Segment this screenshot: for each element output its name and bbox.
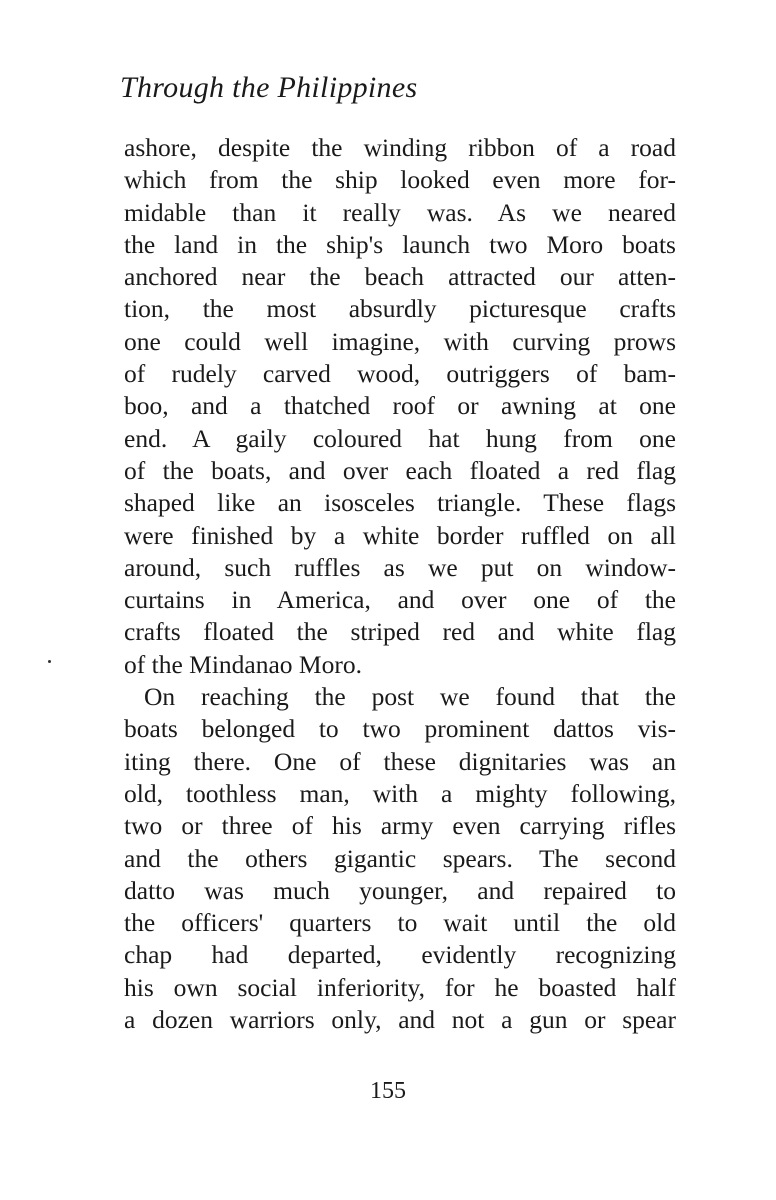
text-line: of the boats, and over each floated a red flag	[124, 455, 676, 485]
text-line: old, toothless man, with a mighty following,	[124, 778, 676, 808]
text-line: of the Mindanao Moro.	[124, 649, 362, 679]
text-line: a dozen warriors only, and not a gun or spear	[124, 1005, 676, 1035]
text-line: end. A gaily coloured hat hung from one	[124, 423, 676, 453]
body-text	[124, 132, 676, 1036]
text-line: and the others gigantic spears. The second	[124, 843, 676, 873]
margin-mark	[48, 660, 51, 663]
text-line: of rudely carved wood, outriggers of bam-	[124, 359, 676, 389]
text-line: datto was much younger, and repaired to	[124, 875, 676, 905]
text-line: boats belonged to two prominent dattos vis-	[124, 714, 676, 744]
text-line: ashore, despite the winding ribbon of a road	[124, 133, 676, 162]
page-number: 155	[370, 1078, 406, 1104]
text-line: tion, the most absurdly picturesque crafts	[124, 294, 676, 324]
text-line: crafts floated the striped red and white flag	[124, 617, 676, 647]
text-line: On reaching the post we found that the	[144, 682, 676, 712]
text-line: midable than it really was. As we neared	[124, 197, 676, 227]
text-line: around, such ruffles as we put on window-	[124, 552, 676, 582]
text-line: anchored near the beach attracted our atten-	[124, 262, 676, 292]
text-line: the land in the ship's launch two Moro boats	[124, 229, 676, 259]
text-line: curtains in America, and over one of the	[124, 585, 676, 615]
text-line: one could well imagine, with curving prows	[124, 326, 676, 356]
text-line: boo, and a thatched roof or awning at one	[124, 391, 676, 421]
text-line: iting there. One of these dignitaries was an	[124, 746, 676, 776]
text-line: which from the ship looked even more for-	[124, 165, 676, 195]
running-head-title: Through the Philippines	[120, 71, 418, 104]
text-line: were finished by a white border ruffled on all	[124, 520, 676, 550]
text-line: his own social inferiority, for he boasted half	[124, 972, 676, 1002]
text-line: chap had departed, evidently recognizing	[124, 940, 676, 970]
text-line: shaped like an isosceles triangle. These flags	[124, 488, 676, 518]
text-line: two or three of his army even carrying rifles	[124, 811, 676, 841]
text-line: the officers' quarters to wait until the old	[124, 908, 676, 938]
